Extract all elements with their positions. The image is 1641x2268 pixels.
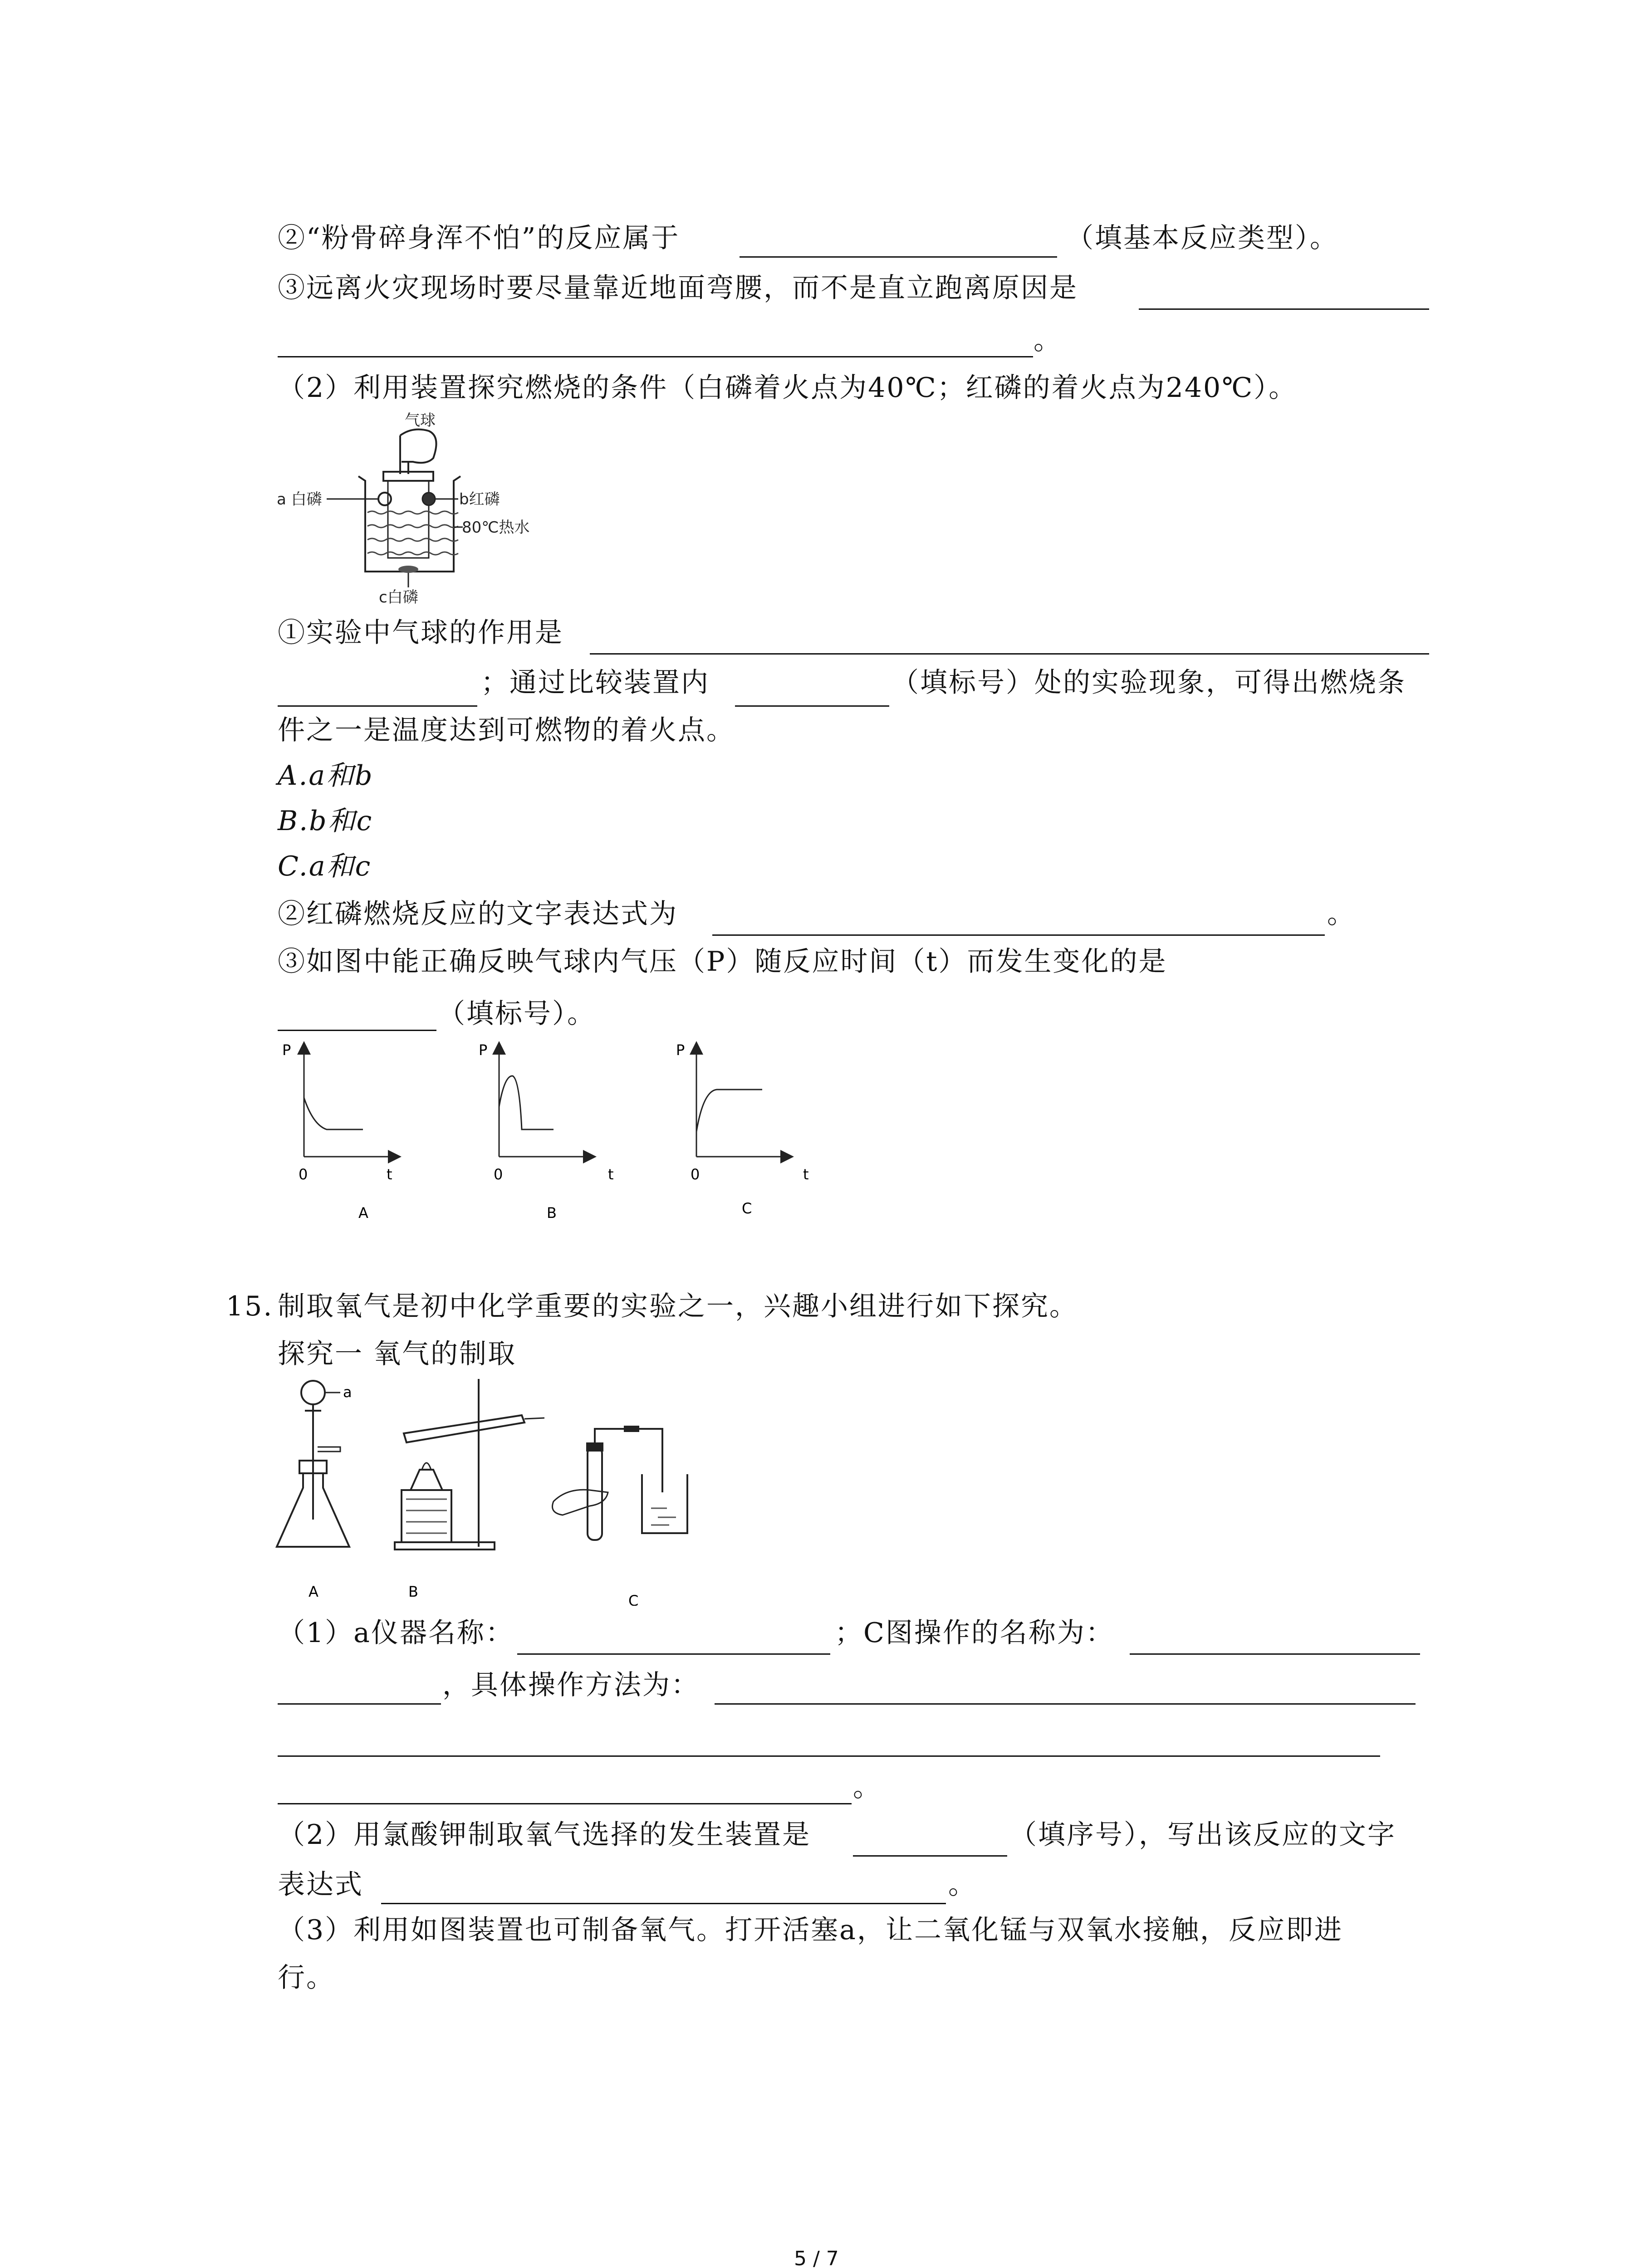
graph-b-label: B bbox=[547, 1204, 557, 1222]
q15-p2-blank-1[interactable] bbox=[853, 1855, 1007, 1857]
q15-p2-b: （填序号），写出该反应的文字 bbox=[1009, 1819, 1396, 1851]
oxygen-apparatus-figure bbox=[272, 1379, 726, 1606]
q14-q3-hint: （填标号）。 bbox=[438, 998, 596, 1030]
q15-p2-c: 表达式 bbox=[278, 1869, 363, 1901]
q14-q2-blank[interactable] bbox=[712, 934, 1325, 936]
label-C: C bbox=[628, 1592, 639, 1606]
q14-q1-text: ①实验中气球的作用是 bbox=[278, 617, 563, 649]
q14-q3-blank[interactable] bbox=[278, 1030, 436, 1031]
graph-c-label: C bbox=[742, 1200, 752, 1217]
q14-p3-text: ③远离火灾现场时要尽量靠近地面弯腰，而不是直立跑离原因是 bbox=[278, 272, 1078, 304]
label-b: b红磷 bbox=[459, 490, 500, 508]
q14-p3-blank-2[interactable] bbox=[278, 356, 1033, 357]
graph-c-origin: 0 bbox=[691, 1166, 700, 1183]
q14-q3-text: ③如图中能正确反映气球内气压（P）随反应时间（t）而发生变化的是 bbox=[278, 946, 1167, 978]
q15-p1-blank-4[interactable] bbox=[715, 1703, 1416, 1705]
balloon-label: 气球 bbox=[405, 411, 436, 430]
q14-p3-blank-1[interactable] bbox=[1139, 308, 1429, 310]
combustion-apparatus-figure bbox=[277, 408, 531, 608]
label-a: a 白磷 bbox=[277, 490, 322, 508]
q15-p1-c: ，具体操作方法为： bbox=[442, 1669, 700, 1701]
graph-b-origin: 0 bbox=[494, 1166, 503, 1183]
q15-p1-blank-6[interactable] bbox=[278, 1803, 852, 1804]
graph-c-x: t bbox=[803, 1166, 809, 1183]
white-phosphorus-a bbox=[378, 493, 391, 505]
page-number: 5 / 7 bbox=[794, 2247, 839, 2268]
apparatus-a bbox=[277, 1381, 352, 1600]
q14-part2-intro: （2）利用装置探究燃烧的条件（白磷着火点为40℃；红磷的着火点为240℃）。 bbox=[278, 372, 1298, 404]
q14-q2-end: 。 bbox=[1327, 898, 1356, 930]
q15-p1-b: ；C图操作的名称为： bbox=[835, 1617, 1114, 1649]
label-A: A bbox=[309, 1583, 318, 1600]
graph-a bbox=[282, 1041, 395, 1222]
q14-p2-blank[interactable] bbox=[740, 256, 1057, 258]
q15-section: 探究一 氧气的制取 bbox=[278, 1338, 517, 1370]
q15-stem: 制取氧气是初中化学重要的实验之一，兴趣小组进行如下探究。 bbox=[278, 1290, 1078, 1322]
q14-q1-blank-3[interactable] bbox=[735, 705, 889, 707]
q14-q1-cont: ；通过比较装置内 bbox=[481, 667, 710, 699]
q15-number: 15. bbox=[226, 1290, 274, 1322]
apparatus-b bbox=[395, 1379, 544, 1600]
option-c: C.a和c bbox=[278, 850, 372, 882]
q15-p1-end: 。 bbox=[853, 1771, 882, 1803]
q14-q1-blank-1[interactable] bbox=[590, 653, 1429, 655]
curve-c bbox=[696, 1090, 762, 1132]
q15-p2-a: （2）用氯酸钾制取氧气选择的发生装置是 bbox=[278, 1819, 811, 1851]
graph-b bbox=[479, 1041, 614, 1222]
curve-b bbox=[499, 1076, 554, 1129]
balloon-shape bbox=[400, 430, 436, 463]
option-b: B.b和c bbox=[278, 805, 373, 837]
graph-c-y: P bbox=[676, 1041, 685, 1059]
q15-p1-blank-3[interactable] bbox=[278, 1703, 441, 1705]
label-B: B bbox=[408, 1583, 418, 1600]
q15-p3-b: 行。 bbox=[278, 1962, 335, 1994]
q14-p2-text: ②“粉骨碎身浑不怕”的反应属于 bbox=[278, 222, 680, 254]
graph-a-label: A bbox=[358, 1204, 368, 1222]
q15-p2-end: 。 bbox=[948, 1869, 977, 1901]
label-water: 80℃热水 bbox=[462, 518, 530, 537]
q14-p3-end: 。 bbox=[1034, 324, 1062, 356]
graph-a-origin: 0 bbox=[299, 1166, 308, 1183]
q15-p1-a: （1）a仪器名称： bbox=[278, 1617, 514, 1649]
pressure-graphs-figure bbox=[272, 1039, 871, 1229]
label-c: c白磷 bbox=[379, 588, 418, 606]
q14-p2-hint: （填基本反应类型）。 bbox=[1066, 222, 1338, 254]
q14-q2-text: ②红磷燃烧反应的文字表达式为 bbox=[278, 898, 678, 930]
q15-p1-blank-2[interactable] bbox=[1130, 1653, 1420, 1655]
curve-a bbox=[304, 1098, 363, 1129]
q14-q1-cont2: 件之一是温度达到可燃物的着火点。 bbox=[278, 714, 735, 746]
label-a-instrument: a bbox=[343, 1383, 352, 1401]
graph-b-x: t bbox=[608, 1166, 614, 1183]
q15-p1-blank-5[interactable] bbox=[278, 1755, 1380, 1757]
graph-c bbox=[676, 1041, 809, 1217]
apparatus-c bbox=[553, 1426, 688, 1606]
q15-p2-blank-2[interactable] bbox=[381, 1903, 946, 1904]
graph-a-x: t bbox=[387, 1166, 392, 1183]
white-phosphorus-c bbox=[398, 566, 418, 573]
graph-a-y: P bbox=[282, 1041, 291, 1059]
option-a: A.a和b bbox=[278, 760, 374, 792]
q14-q1-blank-2[interactable] bbox=[278, 705, 477, 707]
red-phosphorus-b bbox=[422, 493, 435, 505]
q15-p1-blank-1[interactable] bbox=[517, 1653, 830, 1655]
q15-p3-a: （3）利用如图装置也可制备氧气。打开活塞a，让二氧化锰与双氧水接触，反应即进 bbox=[278, 1914, 1343, 1946]
q14-q1-hint: （填标号）处的实验现象，可得出燃烧条 bbox=[892, 667, 1406, 699]
graph-b-y: P bbox=[479, 1041, 488, 1059]
